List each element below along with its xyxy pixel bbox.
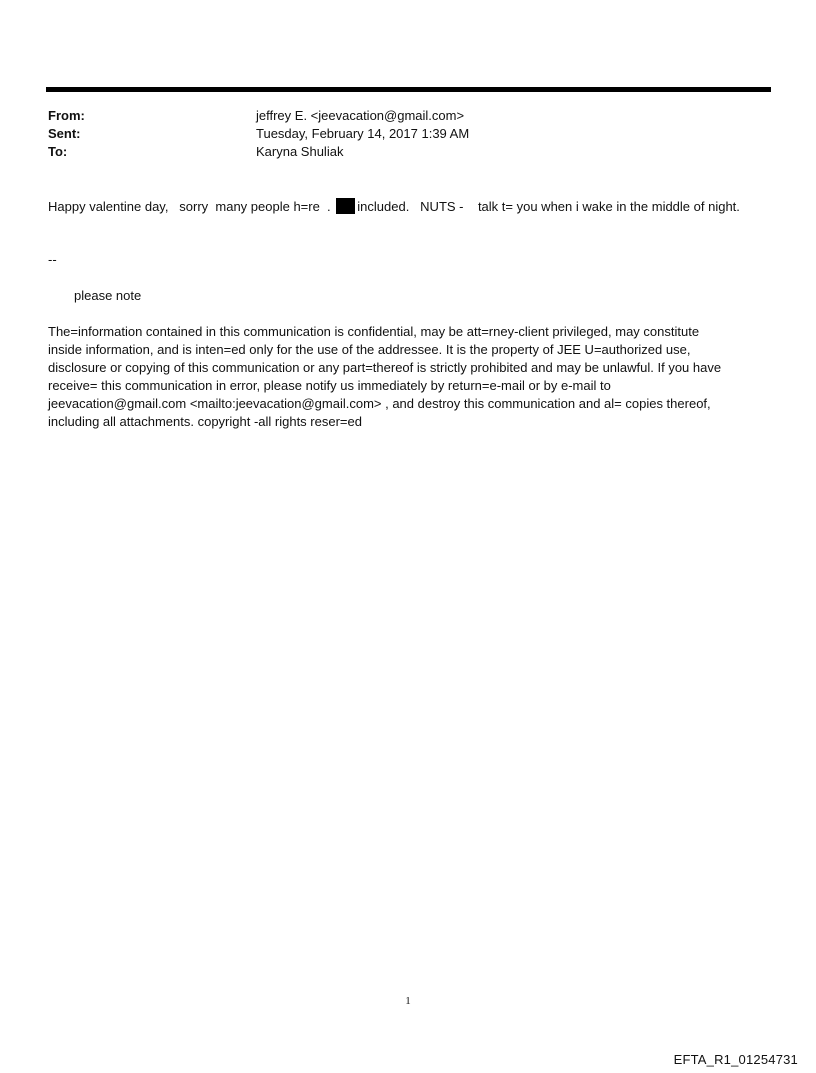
message-line: [48, 198, 740, 216]
redaction-block: [336, 198, 355, 214]
message-text-1: Happy valentine day, sorry many people h=re .: [48, 199, 331, 214]
disclaimer-line: jeevacation@gmail.com <mailto:jeevacation@gmail.com> , and destroy this communication and al= copies thereof,: [48, 396, 711, 411]
disclaimer-line: disclosure or copying of this communication or any part=thereof is strictly prohibited and may be unlawful. If you have: [48, 360, 722, 375]
from-value: jeffrey E. <jeevacation@gmail.com>: [256, 108, 465, 123]
confidentiality-disclaimer: [48, 323, 768, 431]
to-label: To:: [48, 144, 68, 159]
to-value: Karyna Shuliak: [256, 144, 344, 159]
disclaimer-line: receive= this communication in error, please notify us immediately by return=e-mail or by e-mail to: [48, 378, 611, 393]
signature-separator: --: [48, 252, 57, 267]
page-number: 1: [405, 995, 411, 1007]
from-label: From:: [48, 108, 85, 123]
disclaimer-line: inside information, and is inten=ed only for the use of the addressee. It is the property of JEE U=authorized use,: [48, 342, 691, 357]
sent-label: Sent:: [48, 126, 81, 141]
header-divider: [46, 87, 771, 92]
disclaimer-line: The=information contained in this communication is confidential, may be att=rney-client privileged, may constitute: [48, 324, 700, 339]
sent-value: Tuesday, February 14, 2017 1:39 AM: [256, 126, 470, 141]
message-text-2: included. NUTS - talk t= you when i wake in the middle of night.: [357, 199, 740, 214]
document-id-stamp: EFTA_R1_01254731: [673, 1052, 798, 1067]
disclaimer-line: including all attachments. copyright -all rights reser=ed: [48, 414, 362, 429]
please-note: please note: [74, 288, 142, 303]
